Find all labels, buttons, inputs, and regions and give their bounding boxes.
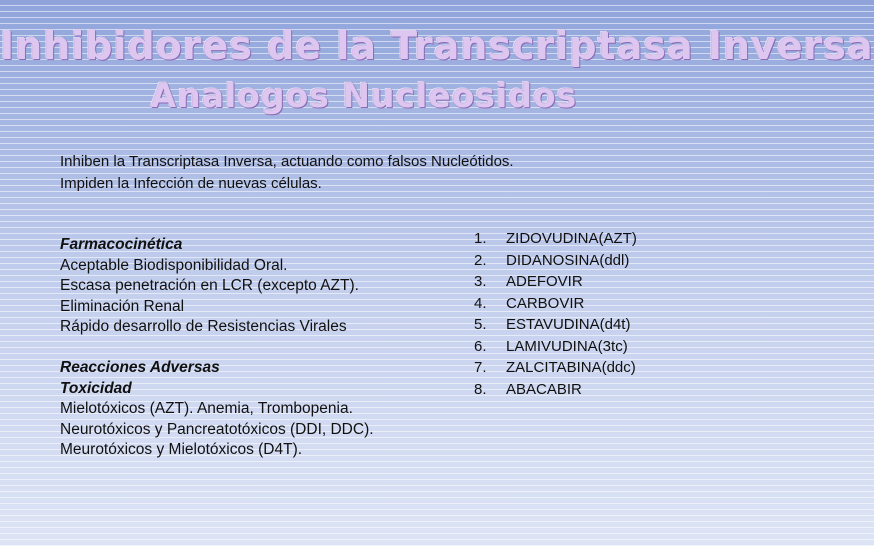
spacer — [60, 338, 374, 359]
toxicidad-heading: Toxicidad — [60, 379, 132, 397]
slide-subtitle: Analogos Nucleosidos — [150, 76, 578, 115]
reacciones-heading: Reacciones Adversas — [60, 359, 220, 376]
slide-title: Inhibidores de la Transcriptasa Inversa — [0, 24, 874, 68]
farmacocinetica-heading: Farmacocinética — [60, 236, 183, 253]
drug-list-item — [466, 293, 637, 315]
drug-list-item — [466, 357, 637, 379]
left-column — [60, 235, 374, 461]
drug-list — [466, 228, 637, 400]
drug-name: LAMIVUDINA(3tc) — [506, 337, 628, 355]
list-number: 2. — [474, 251, 487, 269]
drug-list-item — [466, 228, 637, 250]
drug-list-item — [466, 250, 637, 272]
list-number: 3. — [474, 273, 487, 290]
drug-name: ABACABIR — [506, 380, 582, 398]
farmacocinetica-item: Aceptable Biodisponibilidad Oral. — [60, 256, 288, 274]
drug-name: DIDANOSINA(ddl) — [506, 251, 630, 269]
list-number: 8. — [474, 380, 487, 398]
farmacocinetica-item: Escasa penetración en LCR (excepto AZT). — [60, 277, 359, 294]
list-number: 6. — [474, 337, 487, 355]
reacciones-item: Mielotóxicos (AZT). Anemia, Trombopenia. — [60, 400, 353, 417]
drug-list-item — [466, 271, 637, 293]
reacciones-item: Meurotóxicos y Mielotóxicos (D4T). — [60, 441, 303, 458]
intro-text — [60, 151, 514, 195]
drug-name: CARBOVIR — [506, 294, 585, 312]
intro-line: Inhiben la Transcriptasa Inversa, actuando como falsos Nucleótidos. — [60, 153, 514, 170]
list-number: 5. — [474, 316, 487, 333]
farmacocinetica-item: Rápido desarrollo de Resistencias Virales — [60, 318, 347, 335]
drug-list-item — [466, 336, 637, 358]
drug-name: ESTAVUDINA(d4t) — [506, 316, 631, 333]
drug-name: ZIDOVUDINA(AZT) — [506, 230, 637, 247]
drug-list-item — [466, 314, 637, 336]
reacciones-item: Neurotóxicos y Pancreatotóxicos (DDI, DDC). — [60, 420, 374, 438]
drug-name: ZALCITABINA(ddc) — [506, 359, 636, 376]
drug-list-item — [466, 379, 637, 401]
farmacocinetica-item: Eliminación Renal — [60, 297, 185, 315]
list-number: 4. — [474, 294, 487, 312]
list-number: 1. — [474, 230, 487, 247]
list-number: 7. — [474, 359, 487, 376]
drug-name: ADEFOVIR — [506, 273, 583, 290]
intro-line: Impiden la Infección de nuevas células. — [60, 175, 322, 192]
